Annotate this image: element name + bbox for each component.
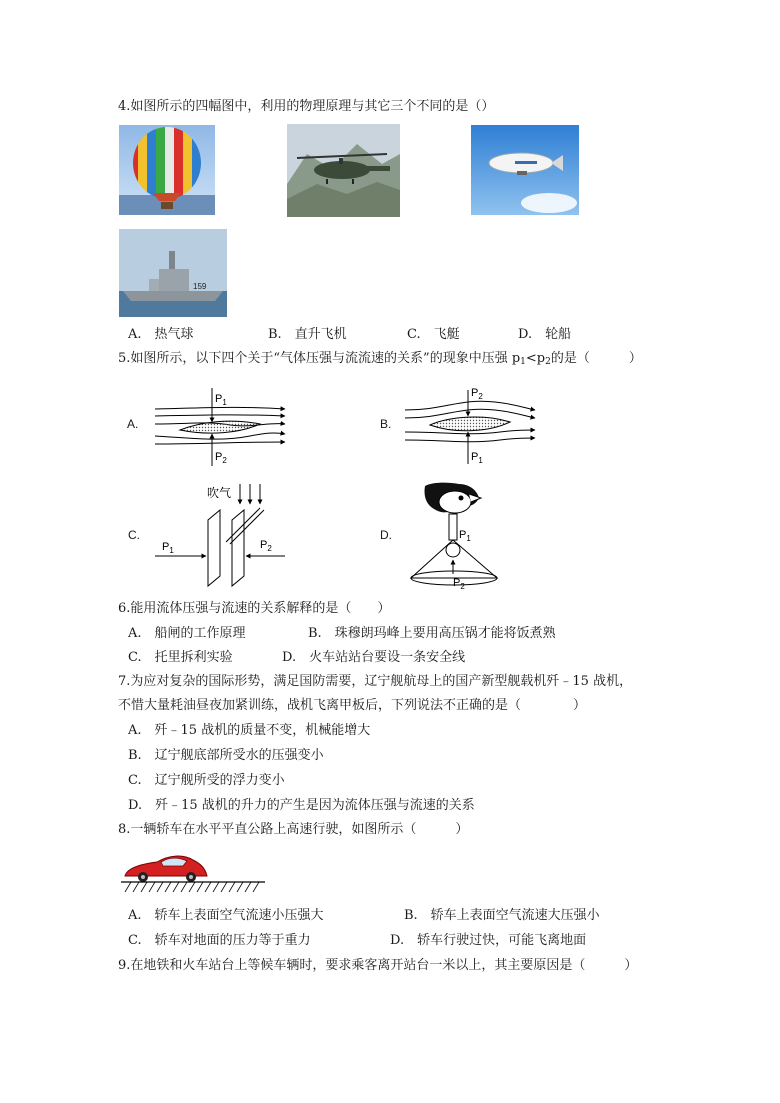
figure-c-paper xyxy=(150,480,290,588)
fig-d-p1-label: $P_1$ xyxy=(459,529,471,543)
q5-sub2: 2 xyxy=(545,357,551,367)
fig-b-p2-label: $P_2$ xyxy=(471,387,483,401)
ship-number: 159 xyxy=(193,282,207,291)
q7-option-d[interactable]: D. 歼﹣15 战机的升力的产生是因为流体压强与流速的关系 xyxy=(128,798,475,813)
q5-stem-post: 的是（ ） xyxy=(550,351,642,366)
fig-c-label: C. xyxy=(128,528,140,542)
hot-air-balloon-image xyxy=(119,125,215,215)
q4-option-c[interactable]: C. 飞艇 xyxy=(407,327,460,342)
q7-stem-line2: 不惜大量耗油昼夜加紧训练，战机飞离甲板后，下列说法不正确的是（ ） xyxy=(118,698,587,713)
figure-d-funnel xyxy=(405,478,505,593)
q5-stem xyxy=(118,350,642,371)
fig-d-label: D. xyxy=(380,528,392,542)
q9-stem: 9.在地铁和火车站台上等候车辆时，要求乘客离开站台一米以上，其主要原因是（ ） xyxy=(118,958,638,973)
q8-option-d[interactable]: D. 轿车行驶过快，可能飞离地面 xyxy=(390,933,587,948)
q5-sub1: 1 xyxy=(520,357,526,367)
q7-option-a[interactable]: A. 歼﹣15 战机的质量不变，机械能增大 xyxy=(128,723,371,738)
q8-option-b[interactable]: B. 轿车上表面空气流速大压强小 xyxy=(404,908,600,923)
q6-option-a[interactable]: A. 船闸的工作原理 xyxy=(128,626,246,641)
q8-stem: 8.一辆轿车在水平平直公路上高速行驶，如图所示（ ） xyxy=(118,822,469,837)
q5-lt: <p xyxy=(525,351,546,366)
q5-stem-pre: 5.如图所示，以下四个关于“气体压强与流流速的关系”的现象中压强 p xyxy=(118,351,521,366)
car-on-road-image xyxy=(117,850,267,894)
fig-b-p1-label: $P_1$ xyxy=(471,451,483,465)
fig-c-p1-label: $P_1$ xyxy=(162,541,174,555)
fig-a-p2-label: $P_2$ xyxy=(215,451,227,465)
q7-option-b[interactable]: B. 辽宁舰底部所受水的压强变小 xyxy=(128,748,324,763)
q4-stem: 4.如图所示的四幅图中，利用的物理原理与其它三个不同的是（） xyxy=(118,99,495,114)
fig-b-label: B. xyxy=(380,417,392,431)
fig-c-blow-label: 吹气 xyxy=(207,486,232,500)
fig-a-p1-label: $P_1$ xyxy=(215,393,227,407)
fig-a-label: A. xyxy=(127,417,139,431)
q8-option-c[interactable]: C. 轿车对地面的压力等于重力 xyxy=(128,933,311,948)
q6-stem: 6.能用流体压强与流速的关系解释的是（ ） xyxy=(118,601,391,616)
q8-option-a[interactable]: A. 轿车上表面空气流速小压强大 xyxy=(128,908,324,923)
q4-option-a[interactable]: A. 热气球 xyxy=(128,327,194,342)
q6-option-b[interactable]: B. 珠穆朗玛峰上要用高压锅才能将饭煮熟 xyxy=(308,626,556,641)
figure-a-wing xyxy=(150,378,290,468)
q4-option-b[interactable]: B. 直升飞机 xyxy=(268,327,347,342)
fig-d-p2-label: $P_2$ xyxy=(453,577,465,591)
helicopter-image xyxy=(287,124,400,217)
q6-option-c[interactable]: C. 托里拆利实验 xyxy=(128,650,233,665)
warship-image xyxy=(119,229,227,317)
q7-stem-line1: 7.为应对复杂的国际形势，满足国防需要，辽宁舰航母上的国产新型舰载机歼﹣15 战机， xyxy=(118,674,633,689)
q6-option-d[interactable]: D. 火车站站台要设一条安全线 xyxy=(282,650,466,665)
airship-image xyxy=(471,125,579,215)
q7-option-c[interactable]: C. 辽宁舰所受的浮力变小 xyxy=(128,773,285,788)
figure-b-wing xyxy=(400,380,540,470)
fig-c-p2-label: $P_2$ xyxy=(260,539,272,553)
q4-option-d[interactable]: D. 轮船 xyxy=(518,327,572,342)
